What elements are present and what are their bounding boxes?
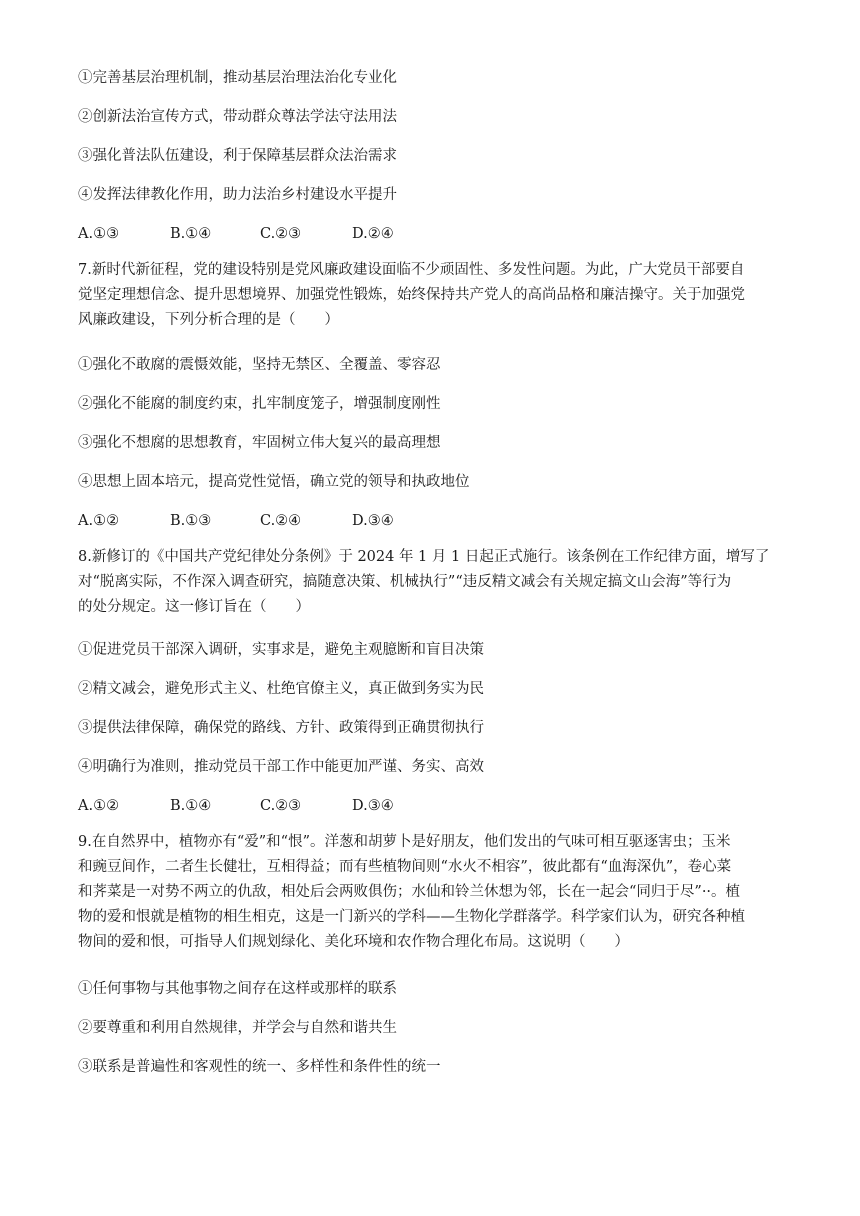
q6-option-1: ①完善基层治理机制，推动基层治理法治化专业化: [78, 70, 397, 86]
q8-stem-line-2: 对“脱离实际，不作深入调查研究，搞随意决策、机械执行”“违反精文减会有关规定搞文山会海”等行为: [78, 574, 732, 590]
q6-option-3: ③强化普法队伍建设，利于保障基层群众法治需求: [78, 148, 397, 164]
q7-option-1: ①强化不敢腐的震慑效能，坚持无禁区、全覆盖、零容忍: [78, 357, 441, 373]
q7-stem-line-3: 风廉政建设，下列分析合理的是（ ）: [78, 312, 339, 328]
q8-option-4: ④明确行为准则，推动党员干部工作中能更加严谨、务实、高效: [78, 759, 484, 775]
q7-answer-d: D.③④: [352, 513, 394, 529]
q9-option-2: ②要尊重和利用自然规律，并学会与自然和谐共生: [78, 1020, 397, 1036]
q6-answer-choices: [78, 224, 394, 244]
q8-answer-d: D.③④: [352, 798, 394, 814]
q9-stem: [78, 830, 796, 955]
q9-stem-line-3: 和荠菜是一对势不两立的仇敌，相处后会两败俱伤；水仙和铃兰休想为邻，长在一起会“同归于尽”··。植: [78, 884, 741, 900]
q6-answer-b: B.①④: [170, 226, 212, 242]
q6-option-4: ④发挥法律教化作用，助力法治乡村建设水平提升: [78, 187, 397, 203]
q6-option-2: ②创新法治宣传方式，带动群众尊法学法守法用法: [78, 109, 397, 125]
q8-answer-b: B.①④: [170, 798, 212, 814]
q7-answer-b: B.①③: [170, 513, 212, 529]
q9-option-3: ③联系是普遍性和客观性的统一、多样性和条件性的统一: [78, 1059, 441, 1075]
q8-stem-line-3: 的处分规定。这一修订旨在（ ）: [78, 599, 310, 615]
q8-answer-c: C.②③: [260, 798, 302, 814]
q7-option-2: ②强化不能腐的制度约束，扎牢制度笼子，增强制度刚性: [78, 396, 441, 412]
q9-stem-line-1: 9.在自然界中，植物亦有“爱”和“恨”。洋葱和胡萝卜是好朋友，他们发出的气味可相互驱逐害虫；玉米: [78, 834, 731, 850]
q6-answer-d: D.②④: [352, 226, 394, 242]
q7-stem-line-1: 7.新时代新征程，党的建设特别是党风廉政建设面临不少顽固性、多发性问题。为此，广大党员干部要自: [78, 262, 745, 278]
q8-option-3: ③提供法律保障，确保党的路线、方针、政策得到正确贯彻执行: [78, 720, 484, 736]
q9-stem-line-4: 物的爱和恨就是植物的相生相克，这是一门新兴的学科——生物化学群落学。科学家们认为，研究各种植: [78, 909, 745, 925]
q7-answer-choices: [78, 511, 394, 531]
q7-answer-c: C.②④: [260, 513, 302, 529]
q8-option-2: ②精文减会，避免形式主义、杜绝官僚主义，真正做到务实为民: [78, 681, 484, 697]
q7-answer-a: A.①②: [78, 513, 120, 529]
q8-option-1: ①促进党员干部深入调研，实事求是，避免主观臆断和盲目决策: [78, 642, 484, 658]
q8-answer-choices: [78, 796, 394, 816]
q7-stem: [78, 258, 796, 333]
q9-stem-line-5: 物间的爱和恨，可指导人们规划绿化、美化环境和农作物合理化布局。这说明（ ）: [78, 934, 629, 950]
q7-option-3: ③强化不想腐的思想教育，牢固树立伟大复兴的最高理想: [78, 435, 441, 451]
q6-answer-c: C.②③: [260, 226, 302, 242]
q8-answer-a: A.①②: [78, 798, 120, 814]
q7-stem-line-2: 觉坚定理想信念、提升思想境界、加强党性锻炼，始终保持共产党人的高尚品格和廉洁操守。关于加强党: [78, 287, 745, 303]
q9-option-1: ①任何事物与其他事物之间存在这样或那样的联系: [78, 981, 397, 997]
q9-stem-line-2: 和豌豆间作，二者生长健壮，互相得益；而有些植物间则“水火不相容”，彼此都有“血海深仇”，卷心菜: [78, 859, 732, 875]
q7-option-4: ④思想上固本培元，提高党性觉悟，确立党的领导和执政地位: [78, 474, 470, 490]
q8-stem-line-1: 8.新修订的《中国共产党纪律处分条例》于 2024 年 1 月 1 日起正式施行。该条例在工作纪律方面，增写了: [78, 549, 770, 565]
q8-stem: [78, 545, 796, 620]
q6-answer-a: A.①③: [78, 226, 120, 242]
